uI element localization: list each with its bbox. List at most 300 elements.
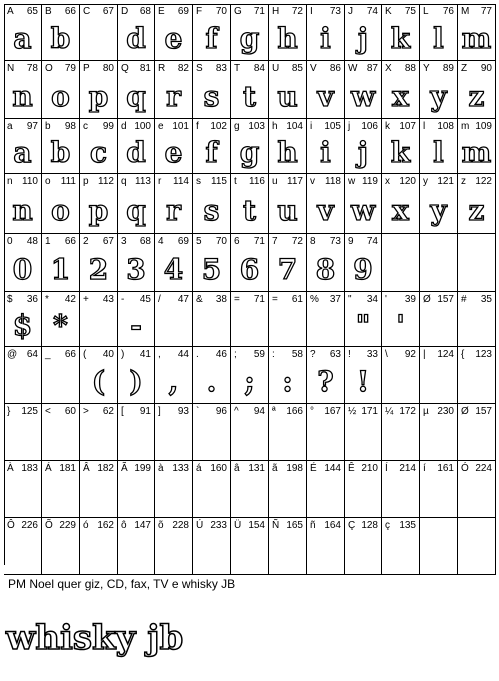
cell-glyph-sample: b [50, 22, 71, 55]
cell-character-label: t [234, 176, 237, 187]
cell-char-code: 84 [253, 63, 265, 74]
cell-char-code: 117 [287, 176, 303, 187]
glyph-cell [269, 461, 307, 518]
cell-glyph-sample [231, 532, 268, 574]
cell-character-label: A [7, 6, 14, 17]
cell-glyph-sample: x [392, 193, 409, 227]
cell-character-label: T [234, 63, 241, 74]
cell-char-code: 160 [210, 463, 227, 474]
cell-char-code: 34 [366, 294, 378, 305]
cell-char-code: 165 [286, 520, 303, 531]
cell-character-label: Â [83, 463, 90, 474]
cell-char-code: 87 [366, 63, 378, 74]
cell-glyph-sample: ( [91, 365, 106, 398]
cell-char-code: 81 [139, 63, 151, 74]
cell-character-label: 0 [7, 236, 13, 247]
cell-glyph-sample [420, 475, 457, 517]
cell-character-label: " [348, 294, 352, 305]
cell-char-code: 66 [64, 236, 76, 247]
cell-character-label: < [45, 406, 51, 417]
cell-glyph-sample: f [205, 22, 218, 55]
cell-char-code: 125 [21, 406, 38, 417]
cell-char-code: 103 [248, 121, 265, 132]
cell-glyph-sample: v [317, 79, 334, 113]
glyph-cell [193, 518, 231, 575]
cell-char-code: 61 [291, 294, 303, 305]
glyph-cell [269, 119, 307, 174]
glyph-cell [231, 234, 269, 292]
glyph-cell [118, 119, 155, 174]
cell-char-code: 86 [329, 63, 341, 74]
sample-sentence: PM Noel quer giz, CD, fax, TV e whisky JB [8, 577, 236, 591]
cell-glyph-sample: c [89, 136, 108, 169]
cell-character-label: | [423, 349, 426, 360]
cell-glyph-sample: . [206, 365, 217, 398]
cell-char-code: 228 [172, 520, 189, 531]
cell-glyph-sample [4, 532, 41, 574]
cell-char-code: 38 [215, 294, 227, 305]
glyph-cell [4, 61, 42, 119]
glyph-cell [345, 347, 382, 404]
glyph-cell [382, 61, 420, 119]
glyph-cell [269, 61, 307, 119]
cell-char-code: 60 [64, 406, 76, 417]
glyph-cell [155, 4, 193, 61]
cell-glyph-sample: u [277, 79, 298, 113]
cell-glyph-sample [345, 532, 381, 574]
cell-char-code: 167 [324, 406, 341, 417]
cell-character-label: Ó [461, 463, 469, 474]
glyph-cell [155, 234, 193, 292]
cell-char-code: 224 [475, 463, 492, 474]
cell-character-label: 9 [348, 236, 354, 247]
cell-glyph-sample: f [205, 136, 218, 169]
cell-character-label: ª [272, 406, 276, 417]
cell-glyph-sample [155, 306, 192, 346]
cell-char-code: 91 [139, 406, 151, 417]
glyph-cell [118, 347, 155, 404]
cell-glyph-sample [458, 475, 495, 517]
cell-glyph-sample [307, 532, 344, 574]
cell-glyph-sample: r [166, 79, 181, 113]
cell-character-label: - [121, 294, 125, 305]
glyph-cell [155, 174, 193, 234]
cell-char-code: 106 [361, 121, 378, 132]
glyph-cell [4, 4, 42, 61]
cell-char-code: 116 [249, 176, 265, 187]
cell-character-label: f [196, 121, 199, 132]
glyph-cell [269, 518, 307, 575]
cell-glyph-sample: $ [12, 309, 33, 342]
cell-char-code: 64 [26, 349, 38, 360]
cell-char-code: 69 [177, 236, 189, 247]
cell-char-code: 43 [102, 294, 114, 305]
cell-char-code: 161 [437, 463, 454, 474]
cell-glyph-sample [345, 475, 381, 517]
glyph-cell [80, 174, 118, 234]
glyph-cell [420, 119, 458, 174]
cell-character-label: I [310, 6, 313, 17]
cell-glyph-sample: ' [396, 309, 405, 342]
glyph-cell [193, 461, 231, 518]
cell-char-code: 104 [286, 121, 303, 132]
cell-glyph-sample: z [468, 79, 485, 113]
cell-character-label: 5 [196, 236, 202, 247]
cell-glyph-sample [80, 475, 117, 517]
cell-char-code: 85 [291, 63, 303, 74]
glyph-cell [155, 61, 193, 119]
glyph-cell [382, 292, 420, 347]
cell-character-label: g [234, 121, 240, 132]
glyph-cell [307, 174, 345, 234]
cell-char-code: 105 [324, 121, 341, 132]
cell-char-code: 74 [366, 6, 378, 17]
glyph-cell [80, 404, 118, 461]
cell-glyph-sample [345, 418, 381, 460]
cell-glyph-sample: 0 [12, 252, 33, 286]
glyph-cell [345, 292, 382, 347]
cell-char-code: 171 [361, 406, 378, 417]
glyph-cell [420, 461, 458, 518]
cell-char-code: 70 [215, 6, 227, 17]
cell-glyph-sample: l [433, 22, 444, 55]
cell-glyph-sample: z [468, 193, 485, 227]
cell-character-label: J [348, 6, 353, 17]
glyph-cell [193, 61, 231, 119]
glyph-cell [155, 404, 193, 461]
glyph-cell [42, 174, 80, 234]
cell-glyph-sample: x [392, 79, 409, 113]
glyph-cell [4, 347, 42, 404]
glyph-cell [345, 404, 382, 461]
cell-glyph-sample: : [282, 365, 293, 398]
cell-character-label: 7 [272, 236, 278, 247]
cell-character-label: Ñ [272, 520, 280, 531]
cell-character-label: G [234, 6, 242, 17]
glyph-cell [231, 518, 269, 575]
glyph-cell [118, 61, 155, 119]
cell-glyph-sample [420, 418, 457, 460]
cell-char-code: 62 [102, 406, 114, 417]
glyph-cell [118, 518, 155, 575]
cell-glyph-sample [307, 475, 344, 517]
cell-char-code: 154 [248, 520, 265, 531]
glyph-cell [4, 234, 42, 292]
cell-character-label: y [423, 176, 428, 187]
cell-glyph-sample [155, 532, 192, 574]
glyph-cell [307, 292, 345, 347]
cell-char-code: 131 [248, 463, 265, 474]
cell-char-code: 37 [329, 294, 341, 305]
cell-char-code: 93 [177, 406, 189, 417]
cell-character-label: N [7, 63, 15, 74]
cell-glyph-sample [80, 18, 117, 60]
cell-glyph-sample: w [350, 79, 376, 113]
cell-character-label: Y [423, 63, 430, 74]
cell-char-code: 135 [399, 520, 416, 531]
cell-char-code: 92 [404, 349, 416, 360]
cell-character-label: ç [385, 520, 390, 531]
cell-character-label: 3 [121, 236, 127, 247]
cell-char-code: 74 [366, 236, 378, 247]
cell-character-label: b [45, 121, 51, 132]
cell-char-code: 111 [60, 176, 76, 187]
cell-character-label: F [196, 6, 203, 17]
glyph-cell [307, 347, 345, 404]
cell-character-label: ô [121, 520, 127, 531]
cell-glyph-sample: o [51, 193, 70, 227]
cell-char-code: 162 [97, 520, 114, 531]
glyph-cell [382, 4, 420, 61]
cell-character-label: M [461, 6, 470, 17]
cell-character-label: > [83, 406, 89, 417]
cell-char-code: 147 [134, 520, 151, 531]
cell-glyph-sample [307, 418, 344, 460]
cell-glyph-sample [42, 418, 79, 460]
glyph-cell [4, 292, 42, 347]
cell-char-code: 96 [215, 406, 227, 417]
glyph-cell [231, 404, 269, 461]
cell-glyph-sample: 8 [315, 252, 336, 286]
cell-char-code: 41 [139, 349, 151, 360]
cell-character-label: 1 [45, 236, 51, 247]
cell-char-code: 75 [404, 6, 416, 17]
cell-glyph-sample [269, 475, 306, 517]
cell-char-code: 82 [177, 63, 189, 74]
cell-char-code: 233 [210, 520, 227, 531]
cell-glyph-sample: 6 [239, 252, 260, 286]
cell-char-code: 48 [26, 236, 38, 247]
glyph-cell [231, 292, 269, 347]
cell-char-code: 166 [286, 406, 303, 417]
glyph-cell [80, 119, 118, 174]
cell-char-code: 181 [59, 463, 76, 474]
glyph-cell [307, 4, 345, 61]
glyph-cell [118, 292, 155, 347]
glyph-cell [193, 174, 231, 234]
cell-character-label: Á [45, 463, 52, 474]
cell-char-code: 39 [404, 294, 416, 305]
glyph-cell [382, 404, 420, 461]
cell-glyph-sample: 9 [353, 252, 373, 286]
cell-char-code: 72 [291, 6, 303, 17]
cell-character-label: O [45, 63, 53, 74]
cell-character-label: E [158, 6, 165, 17]
cell-glyph-sample [193, 475, 230, 517]
cell-character-label: z [461, 176, 466, 187]
cell-glyph-sample: 3 [126, 252, 146, 286]
cell-char-code: 94 [253, 406, 265, 417]
cell-char-code: 89 [442, 63, 454, 74]
cell-character-label: s [196, 176, 201, 187]
cell-character-label: 4 [158, 236, 164, 247]
cell-character-label: R [158, 63, 166, 74]
cell-character-label: ½ [348, 406, 357, 417]
cell-char-code: 79 [64, 63, 76, 74]
cell-character-label: Ú [196, 520, 204, 531]
cell-glyph-sample: m [461, 136, 492, 169]
cell-character-label: r [158, 176, 162, 187]
cell-char-code: 40 [102, 349, 114, 360]
cell-character-label: U [272, 63, 280, 74]
cell-glyph-sample [193, 532, 230, 574]
cell-glyph-sample [458, 532, 495, 574]
glyph-cell [42, 61, 80, 119]
cell-glyph-sample: n [12, 193, 33, 227]
cell-character-label: Ø [461, 406, 469, 417]
cell-glyph-sample: d [126, 136, 146, 169]
glyph-cell [231, 4, 269, 61]
glyph-cell [4, 119, 42, 174]
cell-char-code: 99 [102, 121, 114, 132]
glyph-cell [420, 518, 458, 575]
cell-character-label: 2 [83, 236, 89, 247]
glyph-cell [193, 4, 231, 61]
glyph-cell [231, 61, 269, 119]
glyph-cell [80, 461, 118, 518]
cell-character-label: x [385, 176, 390, 187]
cell-glyph-sample [42, 361, 79, 403]
cell-character-label: w [348, 176, 356, 187]
cell-character-label: V [310, 63, 317, 74]
cell-char-code: 45 [139, 294, 151, 305]
cell-character-label: ) [121, 349, 125, 360]
cell-glyph-sample: " [355, 309, 371, 342]
cell-char-code: 73 [329, 236, 341, 247]
cell-char-code: 36 [26, 294, 38, 305]
glyph-cell [307, 404, 345, 461]
cell-glyph-sample: , [168, 365, 179, 398]
cell-character-label: % [310, 294, 319, 305]
cell-character-label: W [348, 63, 358, 74]
glyph-cell [458, 119, 496, 174]
cell-char-code: 66 [64, 349, 76, 360]
glyph-cell [458, 461, 496, 518]
cell-glyph-sample [458, 306, 495, 346]
cell-glyph-sample [420, 306, 457, 346]
glyph-cell [458, 404, 496, 461]
cell-glyph-sample [80, 532, 117, 574]
cell-character-label: / [158, 294, 161, 305]
glyph-cell [458, 174, 496, 234]
cell-char-code: 144 [324, 463, 341, 474]
cell-character-label: + [83, 294, 89, 305]
cell-char-code: 65 [26, 6, 38, 17]
cell-glyph-sample: ? [317, 365, 334, 398]
cell-char-code: 107 [399, 121, 416, 132]
cell-char-code: 122 [475, 176, 492, 187]
glyph-cell [269, 347, 307, 404]
cell-char-code: 164 [324, 520, 341, 531]
cell-character-label: 8 [310, 236, 316, 247]
cell-character-label: õ [158, 520, 164, 531]
glyph-cell [231, 119, 269, 174]
cell-glyph-sample [118, 475, 154, 517]
cell-character-label: Z [461, 63, 468, 74]
glyph-cell [345, 518, 382, 575]
cell-glyph-sample [458, 248, 495, 291]
cell-char-code: 198 [286, 463, 303, 474]
cell-character-label: * [45, 294, 49, 305]
cell-char-code: 59 [253, 349, 265, 360]
cell-glyph-sample [420, 361, 457, 403]
cell-glyph-sample [231, 418, 268, 460]
cell-character-label: ã [272, 463, 278, 474]
cell-char-code: 66 [64, 6, 76, 17]
cell-character-label: ` [196, 406, 200, 417]
glyph-cell [269, 292, 307, 347]
cell-character-label: & [196, 294, 203, 305]
cell-character-label: 6 [234, 236, 240, 247]
cell-glyph-sample: d [126, 22, 146, 55]
glyph-cell [345, 4, 382, 61]
cell-char-code: 73 [329, 6, 341, 17]
cell-glyph-sample: t [243, 193, 256, 227]
cell-character-label: ( [83, 349, 87, 360]
cell-char-code: 120 [399, 176, 416, 187]
cell-char-code: 71 [253, 294, 265, 305]
cell-glyph-sample: a [13, 136, 32, 169]
cell-char-code: 113 [135, 176, 151, 187]
glyph-cell [269, 174, 307, 234]
cell-char-code: 72 [291, 236, 303, 247]
cell-glyph-sample: b [50, 136, 71, 169]
cell-glyph-sample [382, 248, 419, 291]
cell-char-code: 133 [172, 463, 189, 474]
cell-character-label: n [7, 176, 13, 187]
cell-char-code: 182 [97, 463, 114, 474]
cell-character-label: Ç [348, 520, 356, 531]
cell-glyph-sample: w [350, 193, 376, 227]
cell-character-label: Õ [45, 520, 53, 531]
cell-glyph-sample: e [164, 22, 183, 55]
cell-char-code: 118 [325, 176, 341, 187]
cell-glyph-sample: 7 [277, 252, 298, 286]
cell-glyph-sample: q [126, 193, 146, 227]
glyph-cell [458, 4, 496, 61]
cell-glyph-sample: g [239, 22, 260, 55]
glyph-cell [382, 461, 420, 518]
cell-character-label: B [45, 6, 52, 17]
cell-character-label: h [272, 121, 278, 132]
cell-char-code: 47 [177, 294, 189, 305]
cell-character-label: q [121, 176, 127, 187]
cell-char-code: 110 [22, 176, 38, 187]
glyph-cell [307, 119, 345, 174]
cell-glyph-sample [231, 475, 268, 517]
cell-glyph-sample [269, 306, 306, 346]
glyph-cell [42, 234, 80, 292]
cell-character-label: Ô [7, 520, 15, 531]
glyph-cell [193, 234, 231, 292]
cell-char-code: 121 [437, 176, 454, 187]
cell-character-label: u [272, 176, 278, 187]
cell-char-code: 114 [173, 176, 189, 187]
cell-char-code: 119 [362, 176, 378, 187]
cell-glyph-sample: k [390, 22, 411, 55]
cell-character-label: ; [234, 349, 237, 360]
glyph-cell [420, 347, 458, 404]
cell-char-code: 90 [480, 63, 492, 74]
glyph-cell [80, 518, 118, 575]
cell-character-label: â [234, 463, 240, 474]
cell-character-label: } [7, 406, 11, 417]
cell-glyph-sample: ) [129, 365, 143, 398]
cell-character-label: e [158, 121, 164, 132]
cell-glyph-sample [382, 475, 419, 517]
cell-character-label: o [45, 176, 51, 187]
glyph-cell [458, 61, 496, 119]
